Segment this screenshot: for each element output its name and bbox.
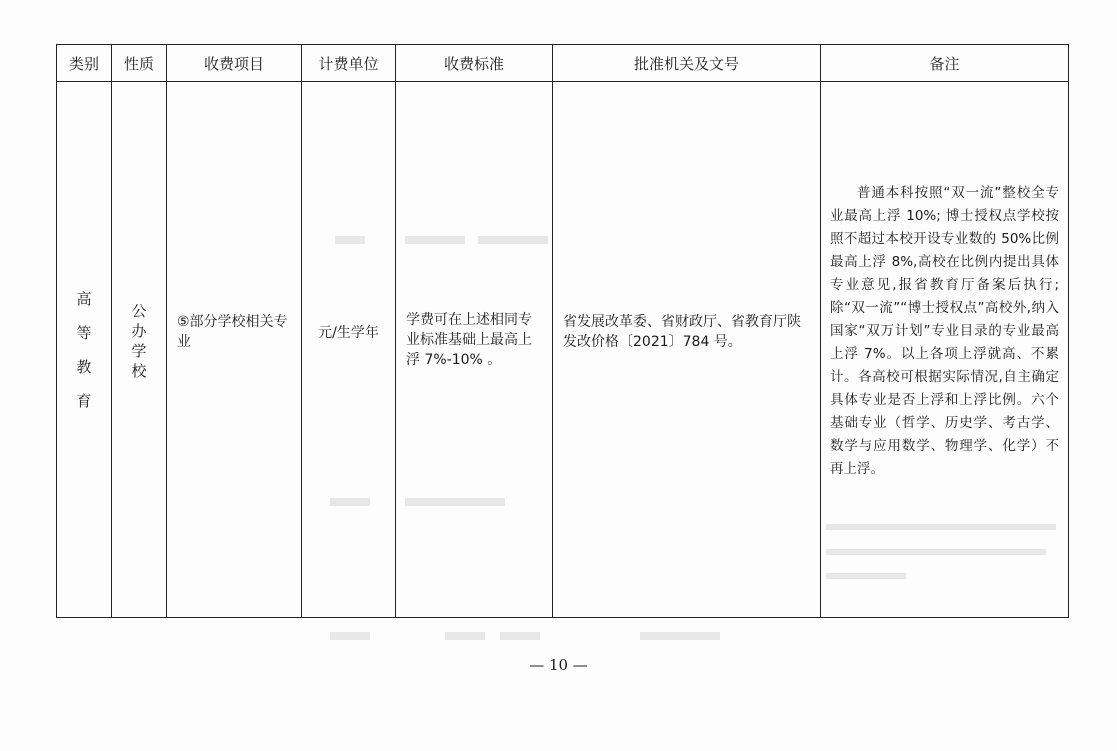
nature-char: 校 [131,361,147,380]
category-char: 教 [76,357,92,376]
bleed-through-mark [640,632,720,640]
cell-nature [112,82,167,618]
header-approval: 批准机关及文号 [553,45,821,82]
header-item: 收费项目 [167,45,302,82]
fee-standard-text: 学费可在上述相同专业标准基础上最高上浮 7%-10% 。 [406,311,532,368]
nature-char: 公 [131,301,147,320]
nature-vertical-text [112,301,166,381]
category-vertical-text [57,282,111,418]
table-header-row [57,45,1069,82]
cell-remark [821,82,1069,618]
page-number: — 10 — [529,656,588,674]
nature-char: 办 [131,321,147,340]
table-row [57,82,1069,618]
fee-item-text: ⑤部分学校相关专业 [177,313,288,350]
cell-standard [396,82,553,618]
bleed-through-mark [445,632,485,640]
fee-table [56,44,1069,618]
approval-text: 省发展改革委、省财政厅、省教育厅陕发改价格〔2021〕784 号。 [563,313,801,350]
header-category: 类别 [57,45,112,82]
header-nature: 性质 [112,45,167,82]
category-char: 育 [76,391,92,410]
bleed-through-mark [330,632,370,640]
cell-item [167,82,302,618]
remark-text: 普通本科按照“双一流”整校全专业最高上浮 10%; 博士授权点学校按照不超过本校开设专业数的 50%比例最高上浮 8%,高校在比例内提出具体专业意见,报省教育厅备案后执行; 除“双一流”“博士授权点”高校外,纳入国家“双万计划”专业目录的专业最高上浮 7%。以上各项上浮就高、不累计。各高校可根据实际情况,自主确定具体专业是否上浮和上浮比例。六个基础专业（哲学、历史学、考古学、数学与应用数学、物理学、化学）不再上浮。 [830,185,1059,477]
header-unit: 计费单位 [302,45,396,82]
header-standard: 收费标准 [396,45,553,82]
nature-char: 学 [131,341,147,360]
bleed-through-mark [500,632,540,640]
header-remark: 备注 [821,45,1069,82]
category-char: 高 [76,289,92,308]
category-char: 等 [76,323,92,342]
billing-unit-text: 元/生学年 [318,324,379,341]
cell-approval [553,82,821,618]
cell-category [57,82,112,618]
cell-unit [302,82,396,618]
